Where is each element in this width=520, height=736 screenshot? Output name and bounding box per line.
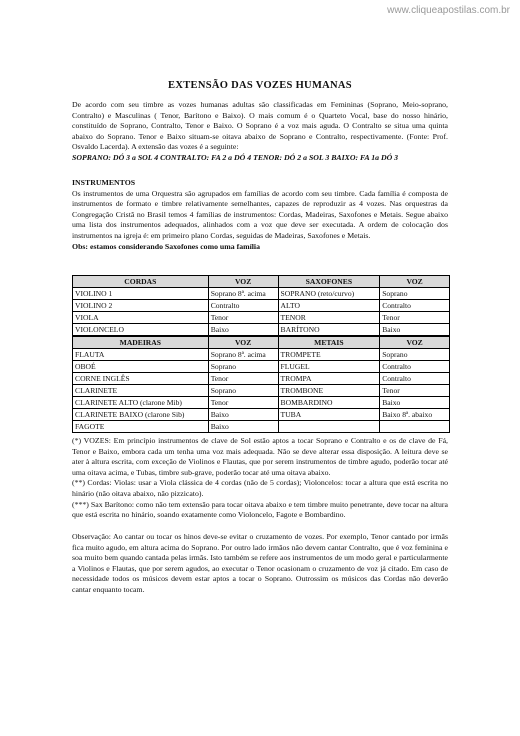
table-row [73, 300, 450, 312]
table-row [73, 373, 450, 385]
table-header-cell: METAIS [278, 336, 380, 349]
table-cell: Contralto [380, 373, 450, 385]
table-cell: Baixo [380, 324, 450, 337]
table-cell: FLAUTA [73, 349, 209, 361]
table-cell: CLARINETE ALTO (clarone Mib) [73, 397, 209, 409]
table-cell: OBOÉ [73, 361, 209, 373]
instrumentos-heading: INSTRUMENTOS [72, 178, 136, 187]
table-cell: Baixo 8ª. abaixo [380, 409, 450, 421]
table-row [73, 409, 450, 421]
instrumentos-paragraph: Os instrumentos de uma Orquestra são agrupados em famílias de acordo com seu timbre. Cada família é composta de instrumentos de formato e timbre relativamente semelhantes, capazes de reproduzir as 4 vozes. Nas orquestras da Congregação Cristã no Brasil temos 4 famílias de instrumentos: Cordas, Madeiras, Saxofones e Metais. Segue abaixo uma lista dos instrumentos adequados, alinhados com a voz que deve ser executada. A ordem de colocação dos instrumentos na igreja é: em primeiro plano Cordas, seguidas de Madeiras, Saxofones e Metais. [72, 188, 448, 240]
table-cell: ALTO [278, 300, 380, 312]
table-cell: Tenor [208, 397, 278, 409]
table-cell: Contralto [380, 361, 450, 373]
note-cordas: (**) Cordas: Violas: usar a Viola clássica de 4 cordas (não de 5 cordas); Violoncelos: tocar a altura que está escrita no hinário (não oitava abaixo, não pizzicato). [72, 478, 448, 498]
note-sax-baritono: (***) Sax Barítono: como não tem extensão para tocar oitava abaixo e tem timbre muito penetrante, deve tocar na altura que está escrita no hinário, soando exatamente como Violoncelo, Fagote e Bombardino. [72, 499, 448, 520]
instrument-voice-table [72, 275, 450, 433]
page-title: EXTENSÃO DAS VOZES HUMANAS [168, 80, 352, 91]
table-header-cell: VOZ [380, 276, 450, 288]
table-cell: Soprano 8ª. acima [208, 349, 278, 361]
note-vozes: (*) VOZES: Em princípio instrumentos de clave de Sol estão aptos a tocar Soprano e Contralto e os de clave de Fá, Tenor e Baixo, embora cada um tenha uma voz mais adequada. Não se deve alterar essa disposição. A leitura deve se ater à altura escrita, com exceção de Violinos e Flautas, que por serem instrumentos de timbre agudo, poderão tocar até uma oitava acima, e Tubas, timbre sub-grave, poderão tocar até uma oitava abaixo. [72, 436, 448, 477]
table-cell: Baixo [208, 324, 278, 337]
table-cell: TUBA [278, 409, 380, 421]
table-cell: Tenor [380, 385, 450, 397]
table-cell: Baixo [208, 409, 278, 421]
table-cell: Soprano [380, 349, 450, 361]
table-cell: TROMBONE [278, 385, 380, 397]
table-cell: FLUGEL [278, 361, 380, 373]
table-cell: Soprano [380, 288, 450, 300]
table-cell: BOMBARDINO [278, 397, 380, 409]
table-header-cell: VOZ [208, 276, 278, 288]
intro-paragraph: De acordo com seu timbre as vozes humanas adultas são classificadas em Femininas (Soprano, Meio-soprano, Contralto) e Masculinas ( Tenor, Barítono e Baixo). O mais comum é o Quarteto Vocal, base do nosso hinário, constituído de Soprano, Contralto, Tenor e Baixo. O Soprano é a voz mais aguda. O Contralto se situa uma quinta abaixo do Soprano. Tenor e Baixo situam-se oitava abaixo de Soprano e Contralto, respectivamente. (Fonte: Prof. Osvaldo Lacerda). A extensão das vozes é a seguinte: [72, 100, 448, 152]
table-cell: BARÍTONO [278, 324, 380, 337]
table-row [73, 385, 450, 397]
table-cell: TROMPETE [278, 349, 380, 361]
table-cell: CLARINETE BAIXO (clarone Sib) [73, 409, 209, 421]
table-header-row [73, 276, 450, 288]
table-cell: CLARINETE [73, 385, 209, 397]
table-cell: FAGOTE [73, 421, 209, 433]
table-header-cell: CORDAS [73, 276, 209, 288]
table-header-cell: SAXOFONES [278, 276, 380, 288]
table-cell: Soprano [208, 361, 278, 373]
table-row [73, 324, 450, 337]
table-row [73, 397, 450, 409]
table-cell: CORNE INGLÊS [73, 373, 209, 385]
notes-section [72, 436, 448, 521]
table-cell: Soprano 8ª. acima [208, 288, 278, 300]
table-cell: Baixo [380, 397, 450, 409]
table-cell: Soprano [208, 385, 278, 397]
table-cell [278, 421, 380, 433]
table-cell [380, 421, 450, 433]
intro-section [72, 100, 448, 164]
table-cell: Contralto [208, 300, 278, 312]
table-cell: Tenor [380, 312, 450, 324]
table-cell: Contralto [380, 300, 450, 312]
table-cell: SOPRANO (reto/curvo) [278, 288, 380, 300]
table-header-cell: MADEIRAS [73, 336, 209, 349]
table-row [73, 361, 450, 373]
table-cell: Tenor [208, 373, 278, 385]
table-cell: VIOLONCELO [73, 324, 209, 337]
table-cell: Tenor [208, 312, 278, 324]
table-cell: VIOLINO 2 [73, 300, 209, 312]
table-row [73, 421, 450, 433]
table-cell: TENOR [278, 312, 380, 324]
voice-ranges: SOPRANO: DÓ 3 a SOL 4 CONTRALTO: FA 2 a DÓ 4 TENOR: DÓ 2 a SOL 3 BAIXO: FA 1a DÓ 3 [72, 152, 399, 162]
site-url: www.cliqueapostilas.com.br [387, 5, 510, 16]
instrumentos-section [72, 178, 448, 252]
table-cell: Baixo [208, 421, 278, 433]
table-row [73, 288, 450, 300]
table-header-row [73, 336, 450, 349]
table-cell: VIOLINO 1 [73, 288, 209, 300]
table-cell: VIOLA [73, 312, 209, 324]
observacao-paragraph: Observação: Ao cantar ou tocar os hinos deve-se evitar o cruzamento de vozes. Por exemplo, Tenor cantado por irmãs fica muito agudo, em altura acima do Soprano. Por outro lado irmãos não devem cantar Contralto, que é voz feminina e soa muito bem quando cantada pelas irmãs. Isto também se refere aos instrumentos de um modo geral e particularmente a Violinos e Flautas, que por serem agudos, ao executar o Tenor ocasionam o cruzamento de voz já citado. Em caso de necessidade todos os músicos devem estar aptos a tocar o Soprano. Outrossim os músicos das Cordas não deverão cantar enquanto tocam. [72, 532, 448, 594]
table-row [73, 312, 450, 324]
table-header-cell: VOZ [208, 336, 278, 349]
observacao-section [72, 532, 448, 596]
obs-note: Obs: estamos considerando Saxofones como uma família [72, 241, 260, 251]
table-row [73, 349, 450, 361]
table-header-cell: VOZ [380, 336, 450, 349]
table-cell: TROMPA [278, 373, 380, 385]
